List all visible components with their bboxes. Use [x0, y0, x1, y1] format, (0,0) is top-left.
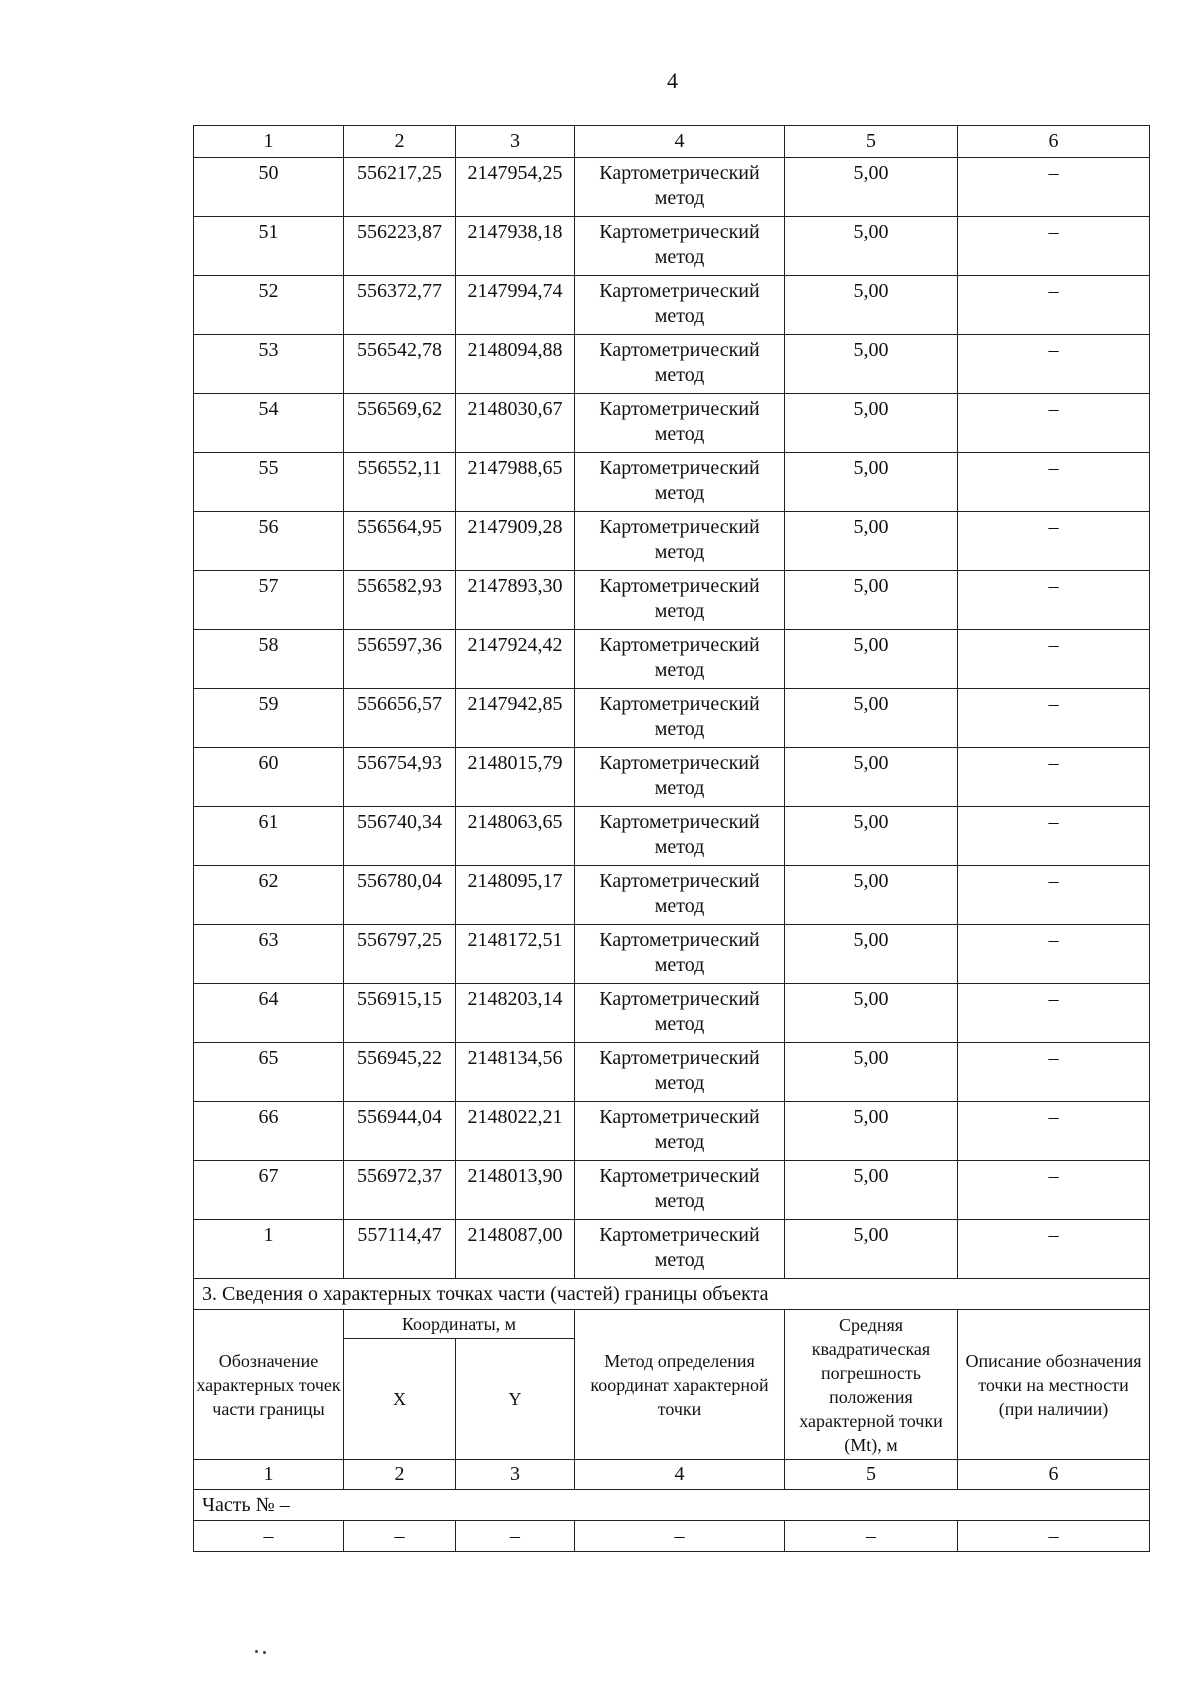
coord-y: 2148022,21 — [456, 1102, 575, 1161]
method-line: Картометрический — [599, 752, 760, 774]
coord-y: 2147924,42 — [456, 630, 575, 689]
table-row — [194, 158, 1150, 217]
method — [575, 1102, 785, 1161]
header-designation: Обозначение характерных точек части границы — [194, 1310, 344, 1460]
column-number: 1 — [194, 1460, 344, 1490]
description: – — [958, 1043, 1150, 1102]
method-line: Картометрический — [599, 1047, 760, 1069]
point-number: 55 — [194, 453, 344, 512]
method-line: метод — [654, 600, 705, 622]
coord-x: 556542,78 — [344, 335, 456, 394]
method — [575, 394, 785, 453]
section-3-title-row — [194, 1279, 1150, 1310]
column-number: 2 — [344, 1460, 456, 1490]
table-row — [194, 866, 1150, 925]
method-line: метод — [654, 777, 705, 799]
dash-cell: – — [344, 1521, 456, 1552]
column-number: 3 — [456, 126, 575, 158]
coord-x: 557114,47 — [344, 1220, 456, 1279]
method — [575, 807, 785, 866]
point-number: 54 — [194, 394, 344, 453]
table-row — [194, 925, 1150, 984]
method-line: метод — [654, 423, 705, 445]
coord-y: 2148203,14 — [456, 984, 575, 1043]
method-line: Картометрический — [599, 693, 760, 715]
mt-value: 5,00 — [785, 453, 958, 512]
coord-x: 556754,93 — [344, 748, 456, 807]
mt-value: 5,00 — [785, 512, 958, 571]
coord-y: 2148172,51 — [456, 925, 575, 984]
coord-y: 2148095,17 — [456, 866, 575, 925]
coord-x: 556797,25 — [344, 925, 456, 984]
method-line: Картометрический — [599, 457, 760, 479]
method-line: метод — [654, 954, 705, 976]
point-number: 57 — [194, 571, 344, 630]
header-x: X — [344, 1339, 456, 1460]
table-row — [194, 1220, 1150, 1279]
description: – — [958, 925, 1150, 984]
mt-value: 5,00 — [785, 984, 958, 1043]
method-line: метод — [654, 836, 705, 858]
table-row — [194, 1161, 1150, 1220]
point-number: 1 — [194, 1220, 344, 1279]
coord-y: 2148013,90 — [456, 1161, 575, 1220]
table-row — [194, 335, 1150, 394]
method — [575, 512, 785, 571]
method-line: Картометрический — [599, 575, 760, 597]
description: – — [958, 394, 1150, 453]
description: – — [958, 453, 1150, 512]
mt-value: 5,00 — [785, 217, 958, 276]
mt-value: 5,00 — [785, 807, 958, 866]
header-description: Описание обозначения точки на местности (при наличии) — [958, 1310, 1150, 1460]
column-number: 1 — [194, 126, 344, 158]
method-line: Картометрический — [599, 988, 760, 1010]
dash-cell: – — [194, 1521, 344, 1552]
coord-x: 556972,37 — [344, 1161, 456, 1220]
column-number: 3 — [456, 1460, 575, 1490]
method — [575, 1161, 785, 1220]
method-line: метод — [654, 541, 705, 563]
description: – — [958, 866, 1150, 925]
section-3-header-row — [194, 1310, 1150, 1339]
method-line: метод — [654, 718, 705, 740]
method-line: метод — [654, 659, 705, 681]
coord-y: 2147893,30 — [456, 571, 575, 630]
coord-y: 2148015,79 — [456, 748, 575, 807]
coord-y: 2147938,18 — [456, 217, 575, 276]
coord-x: 556944,04 — [344, 1102, 456, 1161]
coord-x: 556217,25 — [344, 158, 456, 217]
coord-y: 2148087,00 — [456, 1220, 575, 1279]
mt-value: 5,00 — [785, 1220, 958, 1279]
table-row — [194, 512, 1150, 571]
mt-value: 5,00 — [785, 394, 958, 453]
method-line: Картометрический — [599, 870, 760, 892]
coord-y: 2147942,85 — [456, 689, 575, 748]
description: – — [958, 276, 1150, 335]
method — [575, 984, 785, 1043]
coord-y: 2147988,65 — [456, 453, 575, 512]
coord-x: 556372,77 — [344, 276, 456, 335]
point-number: 66 — [194, 1102, 344, 1161]
point-number: 63 — [194, 925, 344, 984]
mt-value: 5,00 — [785, 925, 958, 984]
table-row — [194, 630, 1150, 689]
method — [575, 1043, 785, 1102]
header-y: Y — [456, 1339, 575, 1460]
coord-y: 2148063,65 — [456, 807, 575, 866]
point-number: 59 — [194, 689, 344, 748]
table-row — [194, 1043, 1150, 1102]
description: – — [958, 1102, 1150, 1161]
table-row — [194, 1102, 1150, 1161]
coord-y: 2148094,88 — [456, 335, 575, 394]
description: – — [958, 158, 1150, 217]
method-line: Картометрический — [599, 1165, 760, 1187]
page-number: 4 — [667, 68, 678, 93]
mt-value: 5,00 — [785, 571, 958, 630]
method — [575, 925, 785, 984]
description: – — [958, 984, 1150, 1043]
point-number: 61 — [194, 807, 344, 866]
method-line: Картометрический — [599, 929, 760, 951]
method-line: Картометрический — [599, 162, 760, 184]
description: – — [958, 630, 1150, 689]
column-number: 6 — [958, 126, 1150, 158]
dash-cell: – — [575, 1521, 785, 1552]
mt-value: 5,00 — [785, 748, 958, 807]
table-row — [194, 276, 1150, 335]
empty-dash-row — [194, 1521, 1150, 1552]
column-number: 5 — [785, 126, 958, 158]
description: – — [958, 1220, 1150, 1279]
column-number-row — [194, 126, 1150, 158]
coord-x: 556552,11 — [344, 453, 456, 512]
column-number: 4 — [575, 126, 785, 158]
coord-y: 2147909,28 — [456, 512, 575, 571]
method-line: метод — [654, 305, 705, 327]
method — [575, 1220, 785, 1279]
point-number: 67 — [194, 1161, 344, 1220]
method — [575, 335, 785, 394]
method-line: метод — [654, 482, 705, 504]
column-number: 4 — [575, 1460, 785, 1490]
coord-y: 2147994,74 — [456, 276, 575, 335]
coord-x: 556945,22 — [344, 1043, 456, 1102]
description: – — [958, 748, 1150, 807]
description: – — [958, 335, 1150, 394]
column-number: 2 — [344, 126, 456, 158]
coord-x: 556915,15 — [344, 984, 456, 1043]
coord-x: 556223,87 — [344, 217, 456, 276]
description: – — [958, 571, 1150, 630]
section-3-column-number-row — [194, 1460, 1150, 1490]
method-line: метод — [654, 895, 705, 917]
coord-x: 556564,95 — [344, 512, 456, 571]
mt-value: 5,00 — [785, 158, 958, 217]
point-number: 65 — [194, 1043, 344, 1102]
part-label: Часть № – — [194, 1490, 1150, 1521]
method — [575, 453, 785, 512]
header-method: Метод определения координат характерной точки — [575, 1310, 785, 1460]
mt-value: 5,00 — [785, 1043, 958, 1102]
point-number: 60 — [194, 748, 344, 807]
method — [575, 748, 785, 807]
table-row — [194, 807, 1150, 866]
coord-x: 556582,93 — [344, 571, 456, 630]
method-line: Картометрический — [599, 398, 760, 420]
coord-x: 556569,62 — [344, 394, 456, 453]
method-line: Картометрический — [599, 634, 760, 656]
method-line: Картометрический — [599, 1106, 760, 1128]
coord-x: 556656,57 — [344, 689, 456, 748]
header-mt: Средняя квадратическая погрешность положения характерной точки (Mt), м — [785, 1310, 958, 1460]
table-row — [194, 394, 1150, 453]
method-line: Картометрический — [599, 221, 760, 243]
method-line: метод — [654, 1249, 705, 1271]
method — [575, 276, 785, 335]
method-line: метод — [654, 246, 705, 268]
method — [575, 158, 785, 217]
point-number: 62 — [194, 866, 344, 925]
mt-value: 5,00 — [785, 1161, 958, 1220]
point-number: 50 — [194, 158, 344, 217]
method-line: Картометрический — [599, 339, 760, 361]
coord-y: 2147954,25 — [456, 158, 575, 217]
description: – — [958, 807, 1150, 866]
point-number: 52 — [194, 276, 344, 335]
method-line: метод — [654, 1072, 705, 1094]
method-line: метод — [654, 1013, 705, 1035]
table-row — [194, 689, 1150, 748]
column-number: 5 — [785, 1460, 958, 1490]
dash-cell: – — [456, 1521, 575, 1552]
point-number: 58 — [194, 630, 344, 689]
method-line: метод — [654, 1190, 705, 1212]
description: – — [958, 1161, 1150, 1220]
point-number: 51 — [194, 217, 344, 276]
method-line: метод — [654, 187, 705, 209]
method — [575, 689, 785, 748]
mt-value: 5,00 — [785, 630, 958, 689]
coord-x: 556740,34 — [344, 807, 456, 866]
table-row — [194, 571, 1150, 630]
point-number: 64 — [194, 984, 344, 1043]
method — [575, 866, 785, 925]
dash-cell: – — [785, 1521, 958, 1552]
method — [575, 217, 785, 276]
mt-value: 5,00 — [785, 335, 958, 394]
description: – — [958, 217, 1150, 276]
characteristic-points-table — [193, 125, 1150, 1552]
method-line: метод — [654, 1131, 705, 1153]
coord-y: 2148134,56 — [456, 1043, 575, 1102]
mt-value: 5,00 — [785, 276, 958, 335]
coord-x: 556597,36 — [344, 630, 456, 689]
coord-y: 2148030,67 — [456, 394, 575, 453]
method-line: Картометрический — [599, 811, 760, 833]
description: – — [958, 689, 1150, 748]
method-line: Картометрический — [599, 1224, 760, 1246]
part-row — [194, 1490, 1150, 1521]
table-row — [194, 748, 1150, 807]
mt-value: 5,00 — [785, 689, 958, 748]
section-3-title: 3. Сведения о характерных точках части (частей) границы объекта — [194, 1279, 1150, 1310]
scan-speck — [255, 1650, 275, 1654]
method-line: метод — [654, 364, 705, 386]
point-number: 53 — [194, 335, 344, 394]
mt-value: 5,00 — [785, 1102, 958, 1161]
description: – — [958, 512, 1150, 571]
point-number: 56 — [194, 512, 344, 571]
mt-value: 5,00 — [785, 866, 958, 925]
dash-cell: – — [958, 1521, 1150, 1552]
method-line: Картометрический — [599, 280, 760, 302]
table-row — [194, 984, 1150, 1043]
header-coordinates: Координаты, м — [344, 1310, 575, 1339]
coord-x: 556780,04 — [344, 866, 456, 925]
method — [575, 571, 785, 630]
table-row — [194, 453, 1150, 512]
method — [575, 630, 785, 689]
method-line: Картометрический — [599, 516, 760, 538]
column-number: 6 — [958, 1460, 1150, 1490]
table-row — [194, 217, 1150, 276]
